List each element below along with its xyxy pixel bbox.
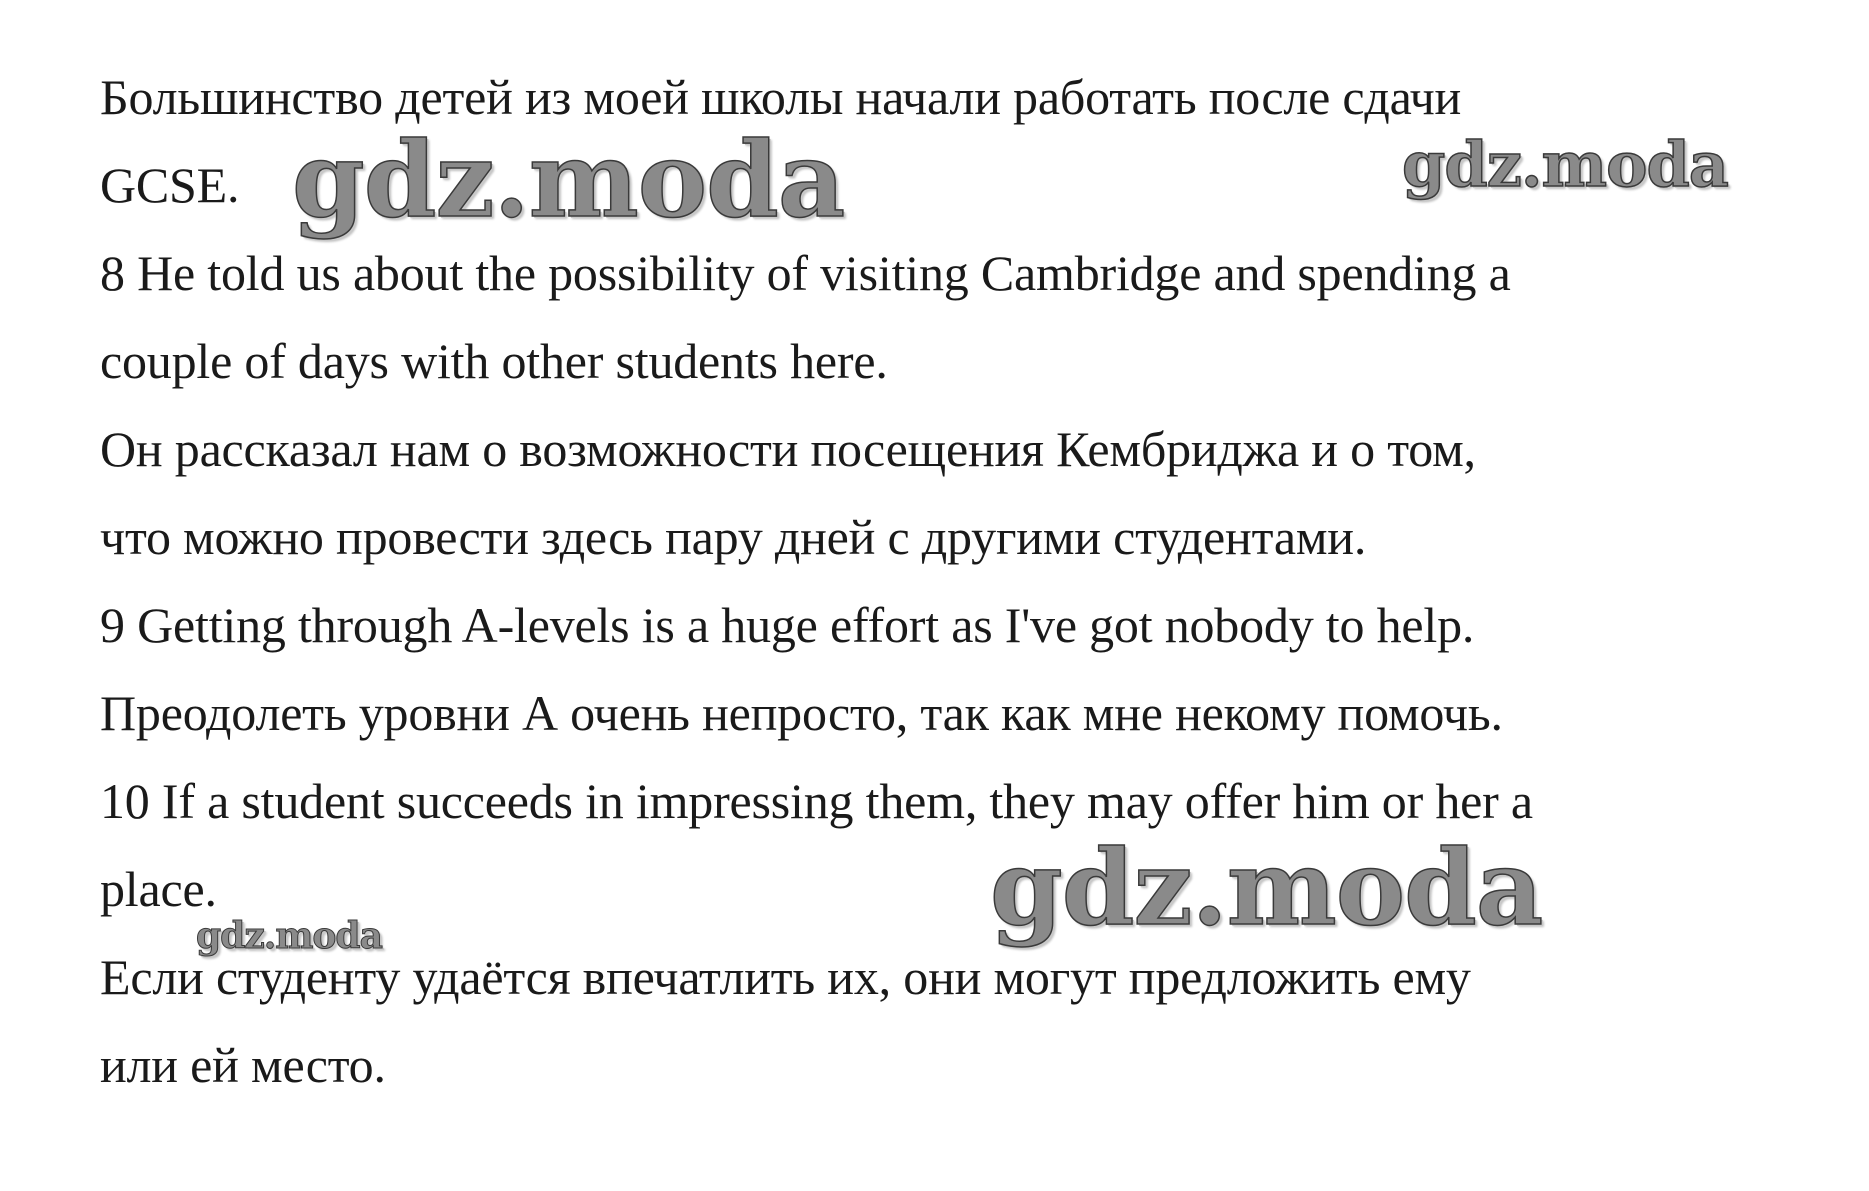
text-line: place.: [100, 861, 217, 917]
watermark-logo: gdz.moda: [1402, 128, 1728, 201]
text-line: Он рассказал нам о возможности посещения Кембриджа и о том,: [100, 421, 1476, 477]
text-line: 10 If a student succeeds in impressing them, they may offer him or her a: [100, 773, 1533, 829]
text-line: Большинство детей из моей школы начали работать после сдачи: [100, 69, 1462, 125]
text-line: GCSE.: [100, 157, 240, 213]
text-line: что можно провести здесь пару дней с другими студентами.: [100, 509, 1367, 565]
text-line: Преодолеть уровни А очень непросто, так как мне некому помочь.: [100, 685, 1503, 741]
text-line: 8 He told us about the possibility of visiting Cambridge and spending a: [100, 245, 1511, 301]
text-line: Если студенту удаётся впечатлить их, они могут предложить ему: [100, 949, 1471, 1005]
text-line: или ей место.: [100, 1037, 386, 1093]
text-line: 9 Getting through A-levels is a huge effort as I've got nobody to help.: [100, 597, 1475, 653]
watermark-logo: gdz.moda: [196, 915, 382, 957]
watermark-logo: gdz.moda: [990, 826, 1543, 949]
text-line: couple of days with other students here.: [100, 333, 888, 389]
watermark-logo: gdz.moda: [292, 118, 845, 241]
